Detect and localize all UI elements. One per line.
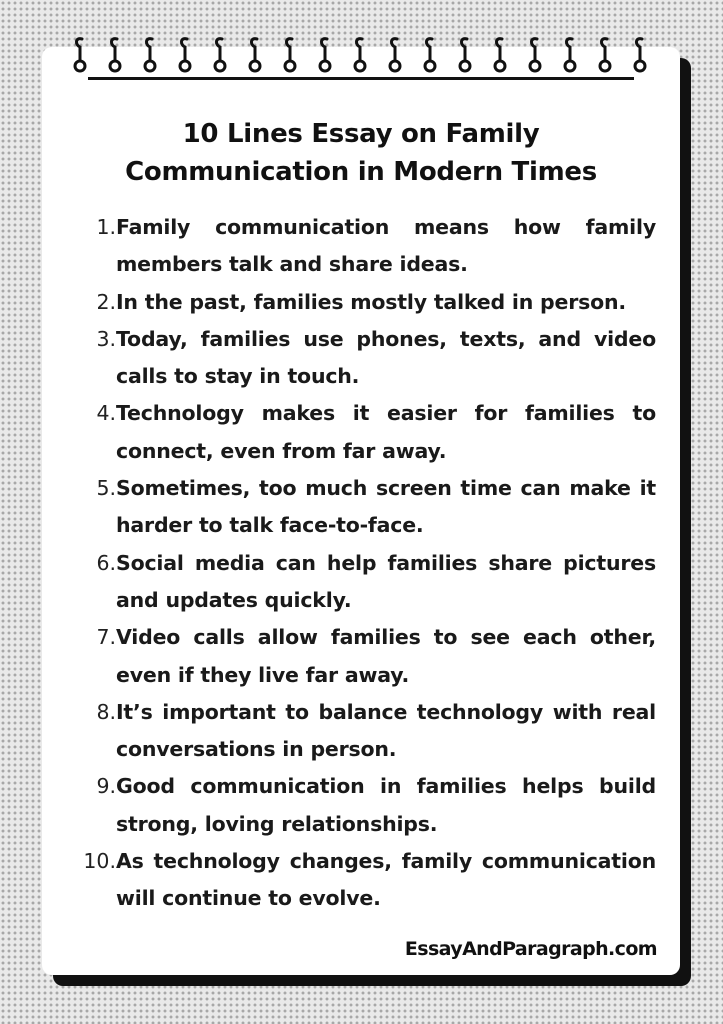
list-item-text: Today, families use phones, texts, and video calls to stay in touch.: [116, 326, 656, 389]
spiral-ring-icon: [525, 35, 545, 77]
header-rule: [88, 77, 634, 80]
list-item: [76, 395, 656, 470]
spiral-ring-icon: [385, 35, 405, 77]
list-item-text: In the past, families mostly talked in person.: [116, 289, 627, 314]
list-item: [76, 619, 656, 694]
essay-lines-list: [76, 209, 656, 918]
spiral-binding: [70, 35, 650, 77]
list-item-number: 7.: [96, 625, 116, 650]
list-item: [76, 694, 656, 769]
list-item: [76, 470, 656, 545]
spiral-ring-icon: [140, 35, 160, 77]
spiral-ring-icon: [245, 35, 265, 77]
list-item-text: Sometimes, too much screen time can make it harder to talk face-to-face.: [116, 476, 656, 538]
list-item: [76, 321, 656, 396]
spiral-ring-icon: [595, 35, 615, 77]
list-item-number: 1.: [96, 215, 116, 239]
essay-title: [42, 115, 680, 191]
list-item-number: 6.: [96, 550, 116, 575]
list-item: [76, 768, 656, 843]
list-item-text: Technology makes it easier for families to connect, even from far away.: [116, 401, 656, 463]
essay-title-line-1: 10 Lines Essay on Family: [182, 119, 540, 150]
spiral-ring-icon: [420, 35, 440, 77]
list-item: [76, 209, 656, 284]
spiral-ring-icon: [70, 35, 90, 77]
list-item-number: 5.: [96, 476, 116, 501]
spiral-ring-icon: [315, 35, 335, 77]
spiral-ring-icon: [630, 35, 650, 77]
list-item-text: Video calls allow families to see each other, even if they live far away.: [116, 625, 656, 687]
list-item: [76, 284, 656, 321]
spiral-ring-icon: [350, 35, 370, 77]
spiral-ring-icon: [490, 35, 510, 77]
list-item-number: 3.: [96, 326, 116, 351]
list-item-number: 9.: [96, 774, 116, 799]
list-item-number: 10.: [83, 849, 116, 874]
list-item-text: Social media can help families share pictures and updates quickly.: [116, 550, 656, 612]
spiral-ring-icon: [210, 35, 230, 77]
list-item-text: Family communication means how family members talk and share ideas.: [116, 215, 656, 277]
list-item-number: 2.: [96, 289, 116, 314]
list-item-number: 4.: [96, 401, 116, 426]
essay-title-line-2: Communication in Modern Times: [125, 157, 597, 188]
list-item-text: Good communication in families helps build strong, loving relationships.: [116, 774, 656, 836]
spiral-ring-icon: [280, 35, 300, 77]
spiral-ring-icon: [105, 35, 125, 77]
spiral-ring-icon: [455, 35, 475, 77]
list-item: [76, 843, 656, 918]
list-item-number: 8.: [96, 699, 116, 724]
list-item: [76, 545, 656, 620]
spiral-ring-icon: [560, 35, 580, 77]
spiral-ring-icon: [175, 35, 195, 77]
list-item-text: It’s important to balance technology with real conversations in person.: [116, 699, 656, 762]
list-item-text: As technology changes, family communication will continue to evolve.: [116, 849, 656, 911]
website-credit: EssayAndParagraph.com: [404, 938, 657, 960]
